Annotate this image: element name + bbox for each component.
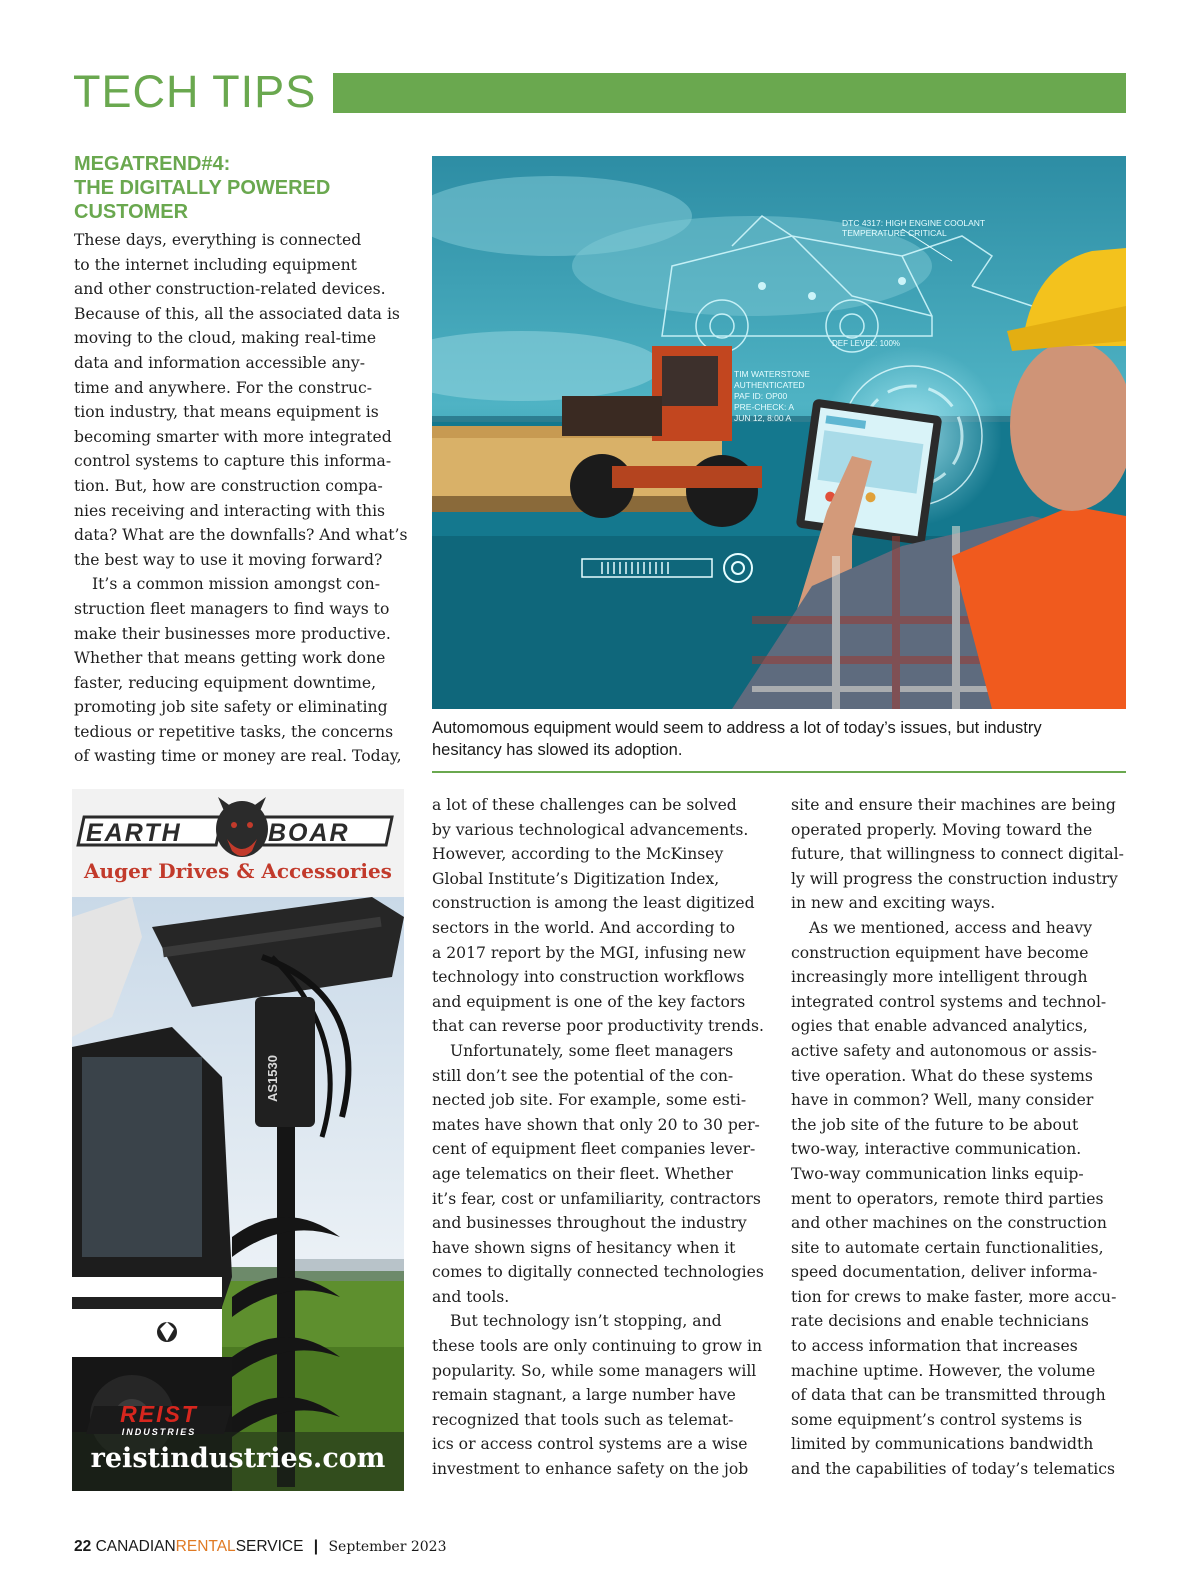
partner-sub: INDUSTRIES: [121, 1427, 197, 1437]
text-line: investment to enhance safety on the job: [432, 1460, 749, 1479]
text-line: and the capabilities of today’s telematics: [791, 1460, 1116, 1479]
text-line: the best way to use it moving forward?: [74, 550, 383, 569]
text-line: struction fleet managers to find ways to: [74, 599, 390, 618]
hero-image: [432, 156, 1126, 709]
text-line: tion. But, how are construction compa-: [74, 476, 383, 495]
text-line: comes to digitally connected technologies: [432, 1263, 764, 1282]
text-line: integrated control systems and technol-: [791, 992, 1107, 1011]
text-line: data? What are the downfalls? And what’s: [74, 526, 408, 545]
text-line: construction equipment have become: [791, 943, 1089, 962]
hud-auth5: JUN 12, 8:00 A: [734, 413, 792, 423]
partner-name: REIST: [120, 1401, 198, 1427]
text-line: future, that willingness to connect digital-: [791, 845, 1124, 864]
text-line: Global Institute’s Digitization Index,: [432, 869, 720, 888]
text-line: and businesses throughout the industry: [432, 1214, 747, 1233]
brand-left: EARTH: [86, 819, 182, 847]
text-line: These days, everything is connected: [74, 231, 362, 249]
text-line: a 2017 report by the MGI, infusing new: [432, 943, 746, 962]
footer-separator: |: [313, 1538, 319, 1555]
brand-right: BOAR: [268, 819, 350, 847]
hud-auth3: PAF ID: OP00: [734, 391, 788, 401]
caption-divider: [432, 771, 1126, 773]
text-line: tedious or repetitive tasks, the concerns: [74, 722, 394, 741]
text-line: and tools.: [432, 1287, 510, 1306]
ad-tagline: Auger Drives & Accessories: [84, 859, 392, 883]
boar-head-icon: [216, 797, 268, 857]
text-line: in new and exciting ways.: [791, 894, 996, 913]
text-line: ly will progress the construction industry: [791, 869, 1118, 888]
text-line: machine uptime. However, the volume: [791, 1361, 1096, 1380]
text-line: ment to operators, remote third parties: [791, 1189, 1104, 1208]
magazine-name-part1: CANADIAN: [95, 1538, 176, 1555]
section-title: TECH TIPS: [73, 66, 317, 117]
article-column-2: [432, 793, 776, 1482]
text-line: and other machines on the construction: [791, 1214, 1107, 1233]
text-line: speed documentation, deliver informa-: [791, 1263, 1098, 1282]
magazine-name-part3: SERVICE: [235, 1538, 304, 1555]
text-line: the job site of the future to be about: [791, 1115, 1079, 1134]
text-line: two-way, interactive communication.: [791, 1140, 1082, 1159]
text-line: moving to the cloud, making real-time: [74, 329, 377, 348]
text-line: make their businesses more productive.: [74, 624, 391, 643]
text-line: limited by communications bandwidth: [791, 1435, 1094, 1454]
text-line: But technology isn’t stopping, and: [450, 1312, 722, 1331]
text-line: Two-way communication links equip-: [791, 1164, 1084, 1183]
text-line: still don’t see the potential of the con-: [432, 1066, 734, 1085]
text-line: tive operation. What do these systems: [791, 1066, 1093, 1085]
text-line: have in common? Well, many consider: [791, 1091, 1094, 1110]
text-line: age telematics on their fleet. Whether: [432, 1164, 733, 1183]
heading-line: CUSTOMER: [74, 201, 189, 223]
advertisement[interactable]: [72, 789, 404, 1491]
text-line: increasingly more intelligent through: [791, 968, 1088, 987]
text-line: cent of equipment fleet companies lever-: [432, 1140, 756, 1159]
text-line: sectors in the world. And according to: [432, 918, 736, 937]
text-line: active safety and autonomous or assis-: [791, 1041, 1097, 1060]
text-line: of wasting time or money are real. Today,: [74, 747, 402, 766]
text-line: promoting job site safety or eliminating: [74, 698, 388, 717]
text-line: nies receiving and interacting with this: [74, 501, 386, 520]
text-line: some equipment’s control systems is: [791, 1410, 1083, 1429]
text-line: to the internet including equipment: [74, 255, 357, 274]
heading-line: MEGATREND#4:: [74, 153, 231, 175]
hud-auth4: PRE-CHECK: A: [734, 402, 794, 412]
caption-line: Automomous equipment would seem to address a lot of today’s issues, but industry: [432, 719, 1042, 737]
text-line: of data that can be transmitted through: [791, 1386, 1106, 1405]
image-caption: [432, 717, 1126, 761]
article-column-3: [791, 793, 1131, 1482]
article-column-1: [74, 228, 410, 769]
text-line: it’s fear, cost or unfamiliarity, contractors: [432, 1189, 761, 1208]
text-line: by various technological advancements.: [432, 820, 749, 839]
text-line: It’s a common mission amongst con-: [92, 575, 380, 594]
text-line: data and information accessible any-: [74, 353, 366, 372]
section-title-bar: [333, 73, 1126, 113]
text-line: time and anywhere. For the construc-: [74, 378, 373, 397]
text-line: faster, reducing equipment downtime,: [74, 673, 377, 692]
text-line: nected job site. For example, some esti-: [432, 1091, 747, 1110]
magazine-name-part2: RENTAL: [175, 1538, 236, 1555]
text-line: and equipment is one of the key factors: [432, 992, 746, 1011]
issue-date: September 2023: [328, 1539, 447, 1555]
hud-dtc-line1: DTC 4317: HIGH ENGINE COOLANT: [842, 218, 986, 228]
text-line: these tools are only continuing to grow in: [432, 1337, 763, 1356]
text-line: site and ensure their machines are being: [791, 796, 1116, 814]
text-line: construction is among the least digitized: [432, 894, 755, 913]
auger-model: AS1530: [265, 1055, 280, 1102]
page-number: 22: [74, 1538, 92, 1555]
text-line: and other construction-related devices.: [74, 280, 386, 299]
text-line: ics or access control systems are a wise: [432, 1435, 748, 1454]
hud-def-level: DEF LEVEL: 100%: [832, 339, 901, 348]
text-line: ogies that enable advanced analytics,: [791, 1017, 1088, 1036]
ad-url-link[interactable]: reistindustries.com: [90, 1443, 386, 1474]
hud-auth1: TIM WATERSTONE: [734, 369, 810, 379]
text-line: rate decisions and enable technicians: [791, 1312, 1089, 1331]
text-line: remain stagnant, a large number have: [432, 1386, 736, 1405]
text-line: popularity. So, while some managers will: [432, 1361, 757, 1380]
text-line: operated properly. Moving toward the: [791, 820, 1093, 839]
article-heading: [74, 152, 404, 224]
text-line: control systems to capture this informa-: [74, 452, 392, 471]
hud-auth2: AUTHENTICATED: [734, 380, 805, 390]
text-line: that can reverse poor productivity trends.: [432, 1017, 764, 1036]
text-line: However, according to the McKinsey: [432, 845, 724, 864]
bobcat-logo-icon: [157, 1322, 177, 1342]
text-line: mates have shown that only 20 to 30 per-: [432, 1115, 760, 1134]
text-line: technology into construction workflows: [432, 968, 745, 987]
text-line: tion for crews to make faster, more accu-: [791, 1287, 1117, 1306]
text-line: site to automate certain functionalities,: [791, 1238, 1104, 1257]
caption-line: hesitancy has slowed its adoption.: [432, 741, 683, 759]
text-line: to access information that increases: [791, 1337, 1078, 1356]
text-line: recognized that tools such as telemat-: [432, 1410, 734, 1429]
text-line: Unfortunately, some fleet managers: [450, 1041, 734, 1060]
page-footer: [74, 1538, 446, 1556]
text-line: a lot of these challenges can be solved: [432, 796, 737, 814]
hud-dtc-line2: TEMPERATURE CRITICAL: [842, 228, 947, 238]
heading-line: THE DIGITALLY POWERED: [74, 177, 331, 199]
text-line: tion industry, that means equipment is: [74, 403, 379, 422]
text-line: becoming smarter with more integrated: [74, 427, 392, 446]
text-line: have shown signs of hesitancy when it: [432, 1238, 736, 1257]
text-line: Whether that means getting work done: [74, 649, 386, 668]
text-line: As we mentioned, access and heavy: [809, 918, 1093, 937]
text-line: Because of this, all the associated data is: [74, 304, 400, 323]
